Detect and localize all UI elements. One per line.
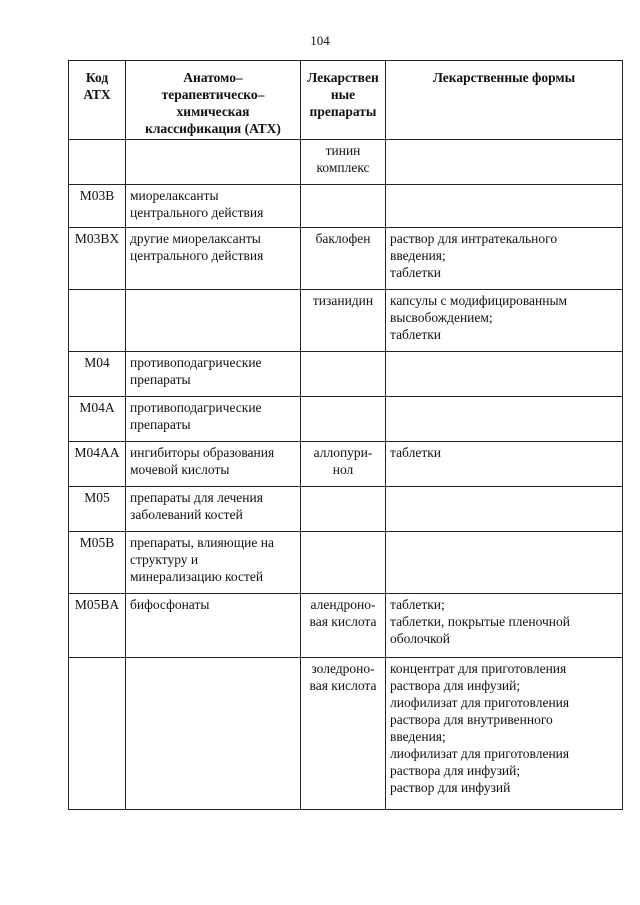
cell-drug (301, 185, 386, 228)
cell-drug-line: вая кислота (309, 678, 377, 693)
cell-dosage-forms-line: таблетки (390, 445, 442, 460)
table-row (69, 185, 623, 228)
table-row (69, 658, 623, 810)
cell-drug-line: нол (332, 462, 354, 477)
cell-drug (301, 594, 386, 658)
cell-classification (126, 290, 301, 352)
cell-drug-line: алендроно- (310, 597, 376, 612)
cell-atx-code (69, 658, 126, 810)
cell-classification-line: мочевой кислоты (130, 462, 230, 477)
cell-drug-line: золедроно- (311, 661, 375, 676)
cell-classification (126, 352, 301, 397)
cell-atx-code: M04A (69, 397, 126, 442)
cell-dosage-forms (386, 140, 623, 185)
cell-drug (301, 352, 386, 397)
cell-classification-line: противоподагрические (130, 400, 262, 415)
cell-drug-line: комплекс (316, 160, 370, 175)
cell-atx-code (69, 290, 126, 352)
cell-dosage-forms (386, 290, 623, 352)
cell-dosage-forms (386, 397, 623, 442)
cell-drug-line: аллопури- (313, 445, 373, 460)
cell-classification-line: бифосфонаты (130, 597, 210, 612)
cell-dosage-forms-line: концентрат для приготовления (390, 661, 567, 676)
cell-drug (301, 290, 386, 352)
cell-drug (301, 140, 386, 185)
cell-classification (126, 228, 301, 290)
cell-classification (126, 185, 301, 228)
cell-drug-line: тизанидин (312, 293, 374, 308)
cell-atx-code: M04AA (69, 442, 126, 487)
cell-atx-code: M04 (69, 352, 126, 397)
header-classification: Анатомо– терапевтическо– химическая классификация (АТХ) (126, 61, 301, 140)
cell-drug-line: вая кислота (309, 614, 377, 629)
cell-dosage-forms-line: раствора для инфузий; (390, 763, 521, 778)
cell-dosage-forms-line: лиофилизат для приготовления (390, 746, 570, 761)
cell-atx-code: M03B (69, 185, 126, 228)
cell-atx-code: M03BX (69, 228, 126, 290)
cell-dosage-forms-line: введения; (390, 248, 446, 263)
cell-dosage-forms (386, 228, 623, 290)
cell-dosage-forms-line: таблетки, покрытые пленочной (390, 614, 571, 629)
cell-drug-line: тинин (325, 143, 361, 158)
cell-classification-line: другие миорелаксанты (130, 231, 261, 246)
cell-classification-line: противоподагрические (130, 355, 262, 370)
cell-dosage-forms-line: таблетки (390, 265, 442, 280)
cell-dosage-forms-line: раствор для интратекального (390, 231, 558, 246)
cell-drug-line: баклофен (315, 231, 371, 246)
cell-drug (301, 228, 386, 290)
cell-dosage-forms-line: оболочкой (390, 631, 450, 646)
table-row (69, 487, 623, 532)
cell-dosage-forms-line: таблетки (390, 327, 442, 342)
cell-dosage-forms (386, 352, 623, 397)
cell-dosage-forms (386, 532, 623, 594)
cell-classification-line: миорелаксанты (130, 188, 219, 203)
cell-dosage-forms-line: высвобождением; (390, 310, 493, 325)
cell-dosage-forms-line: раствор для инфузий (390, 780, 511, 795)
table-row (69, 532, 623, 594)
cell-classification (126, 594, 301, 658)
cell-dosage-forms-line: раствора для инфузий; (390, 678, 521, 693)
cell-drug (301, 442, 386, 487)
cell-classification-line: препараты для лечения (130, 490, 263, 505)
cell-classification (126, 532, 301, 594)
atx-table (68, 60, 623, 810)
header-drugs: Лекарствен ные препараты (301, 61, 386, 140)
cell-atx-code: M05 (69, 487, 126, 532)
cell-classification-line: препараты (130, 372, 191, 387)
cell-classification-line: структуру и (130, 552, 199, 567)
table-row (69, 594, 623, 658)
cell-drug (301, 397, 386, 442)
cell-dosage-forms-line: лиофилизат для приготовления (390, 695, 570, 710)
cell-classification (126, 442, 301, 487)
cell-dosage-forms-line: введения; (390, 729, 446, 744)
cell-classification (126, 487, 301, 532)
table-row (69, 228, 623, 290)
cell-dosage-forms (386, 658, 623, 810)
cell-drug (301, 487, 386, 532)
cell-dosage-forms-line: капсулы с модифицированным (390, 293, 568, 308)
cell-dosage-forms (386, 487, 623, 532)
cell-classification (126, 658, 301, 810)
cell-classification-line: минерализацию костей (130, 569, 264, 584)
cell-atx-code (69, 140, 126, 185)
table-row (69, 352, 623, 397)
header-forms: Лекарственные формы (386, 61, 623, 140)
table-body (69, 140, 623, 810)
cell-classification-line: препараты (130, 417, 191, 432)
cell-dosage-forms-line: раствора для внутривенного (390, 712, 553, 727)
cell-classification (126, 397, 301, 442)
cell-dosage-forms (386, 594, 623, 658)
header-code: Код АТХ (69, 61, 126, 140)
cell-drug (301, 658, 386, 810)
cell-dosage-forms (386, 185, 623, 228)
cell-drug (301, 532, 386, 594)
cell-dosage-forms-line: таблетки; (390, 597, 445, 612)
table-row (69, 290, 623, 352)
page-number: 104 (310, 33, 330, 48)
table-row (69, 140, 623, 185)
cell-atx-code: M05BA (69, 594, 126, 658)
cell-classification-line: центрального действия (130, 205, 264, 220)
cell-classification-line: заболеваний костей (130, 507, 243, 522)
table-row (69, 397, 623, 442)
cell-classification-line: препараты, влияющие на (130, 535, 274, 550)
cell-classification (126, 140, 301, 185)
cell-dosage-forms (386, 442, 623, 487)
cell-atx-code: M05B (69, 532, 126, 594)
cell-classification-line: ингибиторы образования (130, 445, 275, 460)
table-header-row (69, 61, 623, 140)
cell-classification-line: центрального действия (130, 248, 264, 263)
table-row (69, 442, 623, 487)
